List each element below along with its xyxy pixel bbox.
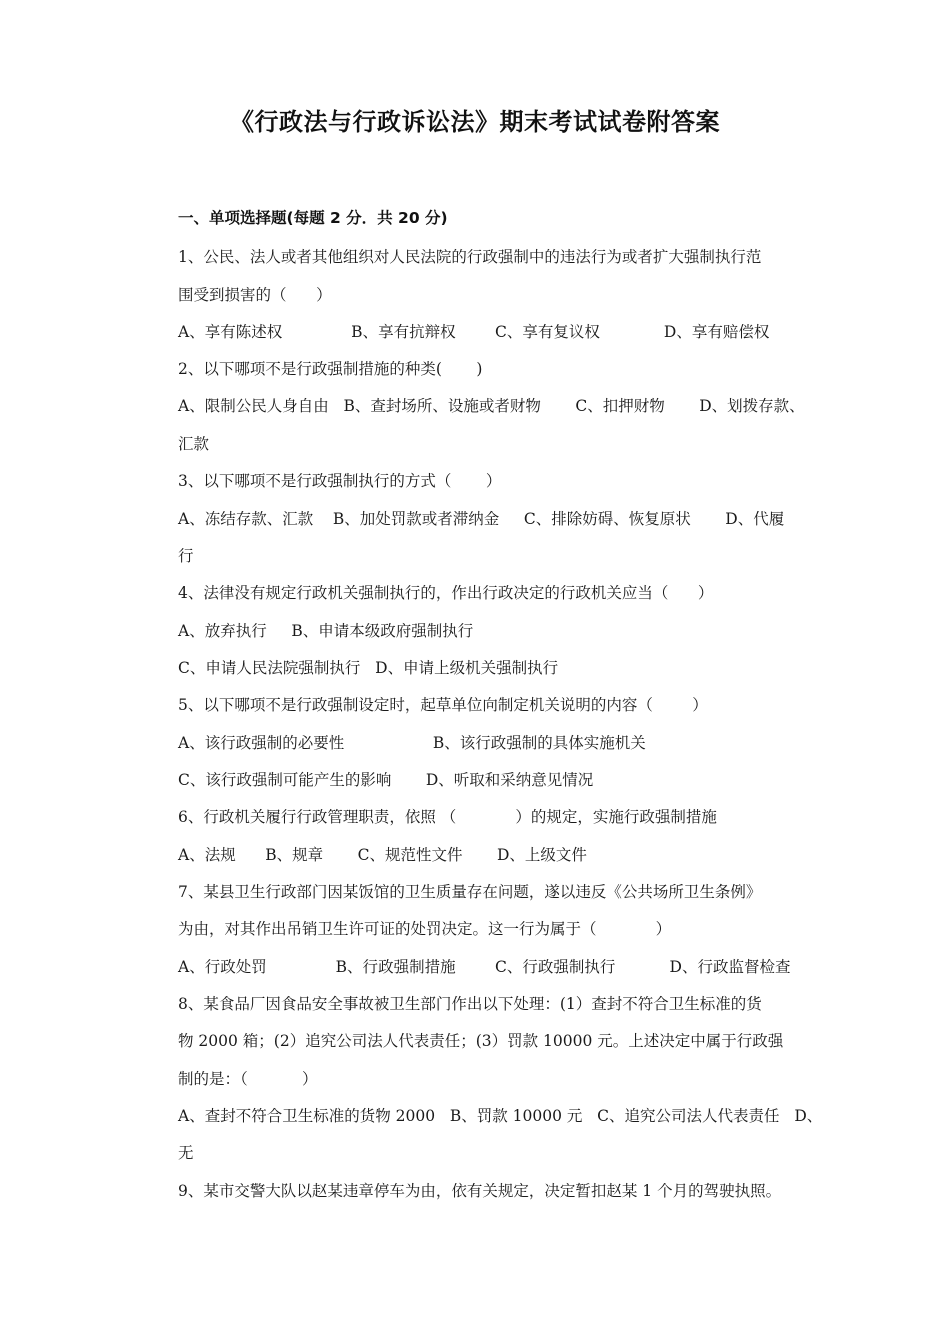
text-line: A、放弃执行 B、申请本级政府强制执行 — [178, 622, 474, 640]
text-line: C、该行政强制可能产生的影响 D、听取和采纳意见情况 — [178, 771, 594, 789]
text-line: A、享有陈述权 B、享有抗辩权 C、享有复议权 D、享有赔偿权 — [178, 323, 770, 341]
text-line: 4、法律没有规定行政机关强制执行的，作出行政决定的行政机关应当（ ） — [178, 584, 714, 602]
text-line: 围受到损害的（ ） — [178, 286, 332, 304]
text-line: 物 2000 箱；(2）追究公司法人代表责任；(3）罚款 10000 元。上述决定中属于行政强 — [178, 1032, 784, 1050]
text-line: A、冻结存款、汇款 B、加处罚款或者滞纳金 C、排除妨碍、恢复原状 D、代履 — [178, 510, 785, 528]
text-line: 汇款 — [178, 435, 210, 453]
text-line: 9、某市交警大队以赵某违章停车为由，依有关规定，决定暂扣赵某 1 个月的驾驶执照。 — [178, 1182, 782, 1200]
text-line: 8、某食品厂因食品安全事故被卫生部门作出以下处理：(1）查封不符合卫生标准的货 — [178, 995, 762, 1013]
text-line: A、行政处罚 B、行政强制措施 C、行政强制执行 D、行政监督检查 — [178, 958, 791, 976]
text-line: 5、以下哪项不是行政强制设定时，起草单位向制定机关说明的内容（ ） — [178, 696, 708, 714]
text-line: 3、以下哪项不是行政强制执行的方式（ ） — [178, 472, 502, 490]
text-line: A、限制公民人身自由 B、查封场所、设施或者财物 C、扣押财物 D、划拨存款、 — [178, 397, 805, 415]
text-line: A、查封不符合卫生标准的货物 2000 B、罚款 10000 元 C、追究公司法人代表责任 D、 — [178, 1107, 823, 1125]
document-title: 《行政法与行政诉讼法》期末考试试卷附答案 — [230, 108, 720, 136]
text-line: A、法规 B、规章 C、规范性文件 D、上级文件 — [178, 846, 587, 864]
text-line: C、申请人民法院强制执行 D、申请上级机关强制执行 — [178, 659, 559, 677]
text-line: 无 — [178, 1144, 194, 1162]
text-line: 1、公民、法人或者其他组织对人民法院的行政强制中的违法行为或者扩大强制执行范 — [178, 248, 762, 266]
text-line: 为由，对其作出吊销卫生许可证的处罚决定。这一行为属于（ ） — [178, 920, 672, 938]
text-line: 行 — [178, 547, 194, 565]
text-line: 制的是：（ ） — [178, 1070, 318, 1088]
text-line: 2、以下哪项不是行政强制措施的种类( ) — [178, 360, 483, 378]
text-line: 6、行政机关履行行政管理职责，依照 （ ）的规定，实施行政强制措施 — [178, 808, 717, 826]
section-heading: 一、单项选择题(每题 2 分．共 20 分) — [178, 209, 448, 227]
text-line: 7、某县卫生行政部门因某饭馆的卫生质量存在问题，遂以违反《公共场所卫生条例》 — [178, 883, 762, 901]
text-line: A、该行政强制的必要性 B、该行政强制的具体实施机关 — [178, 734, 646, 752]
